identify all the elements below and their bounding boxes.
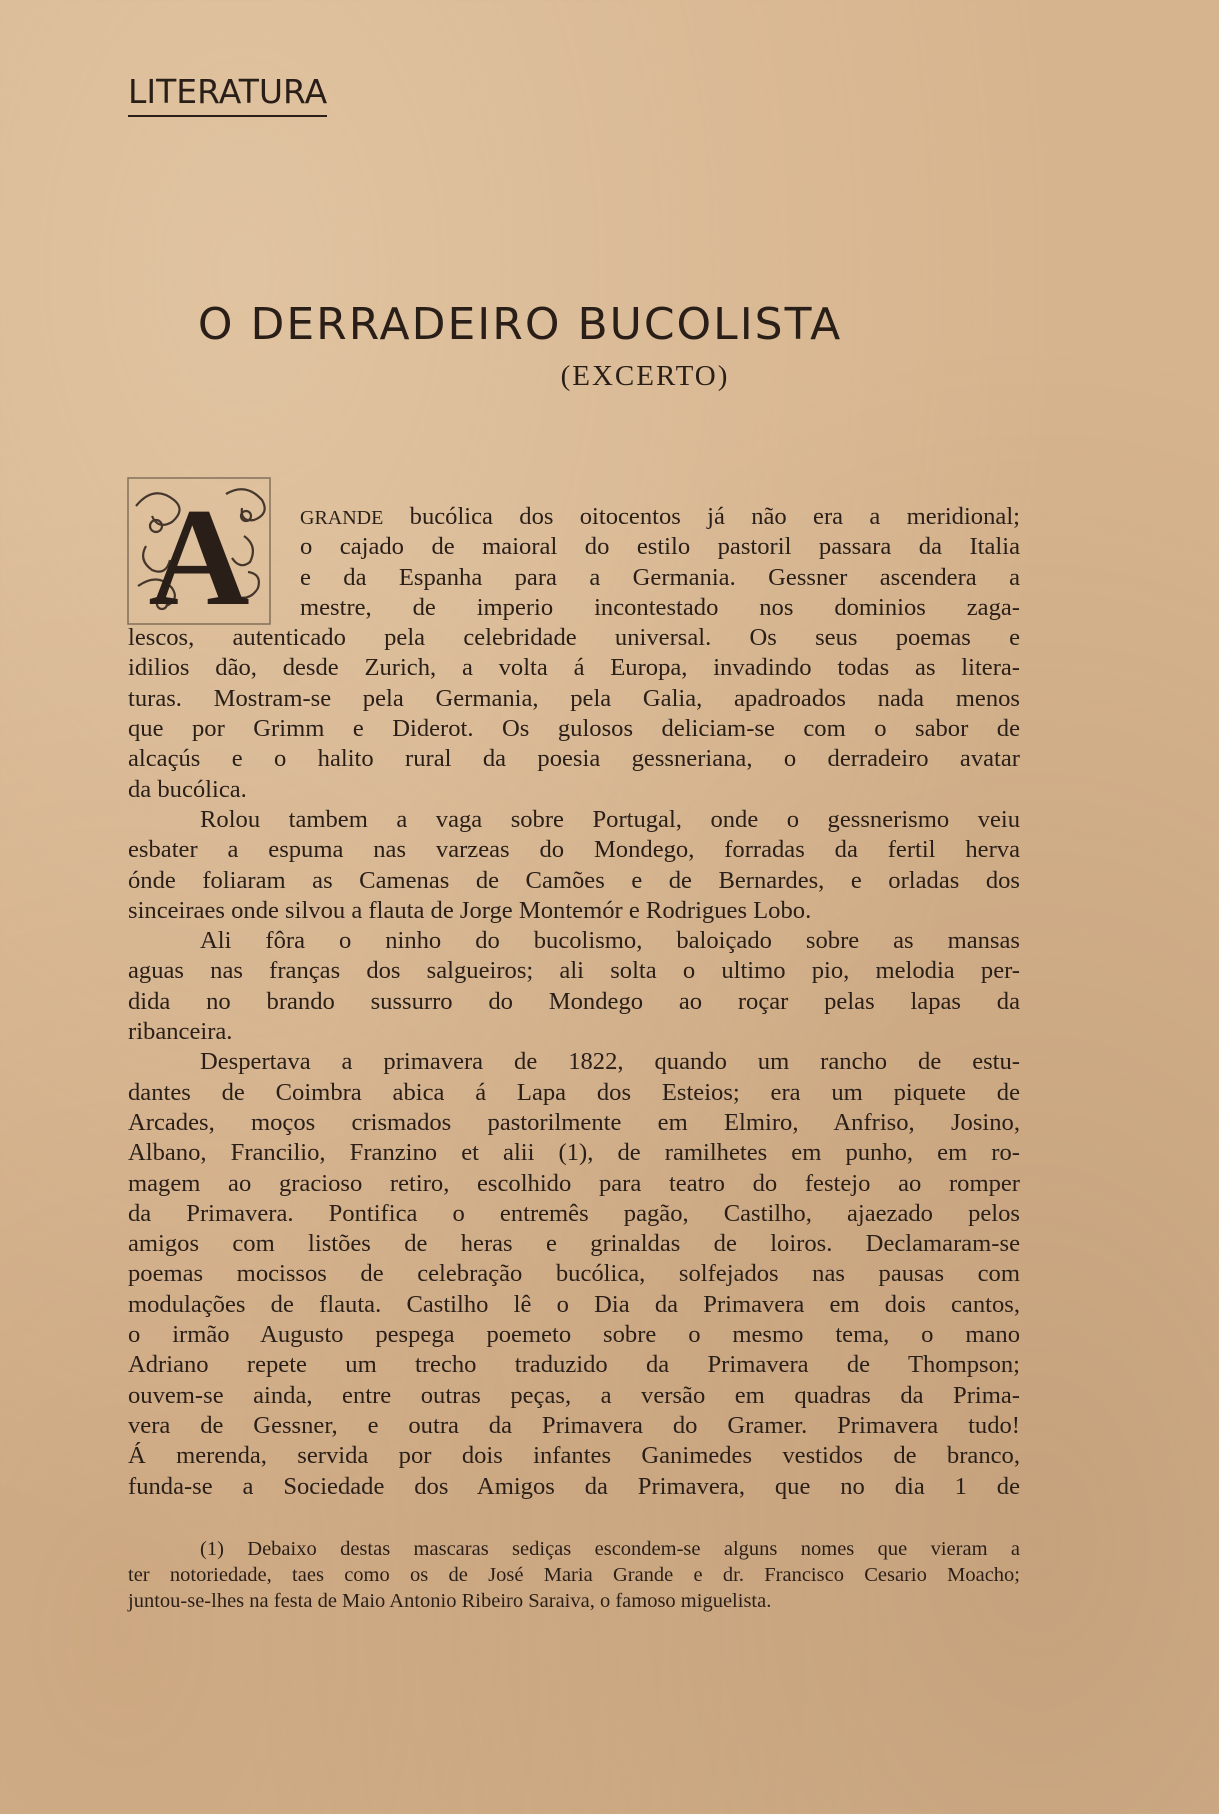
text-line: modulações de flauta. Castilho lê o Dia da Primavera em dois cantos, [128, 1290, 1020, 1318]
text-line: (1) Debaixo destas mascaras sediças escondem-se alguns nomes que vieram a [200, 1538, 1020, 1560]
text-line: lescos, autenticado pela celebridade universal. Os seus poemas e [128, 624, 1020, 652]
text-line: alcaçús e o halito rural da poesia gessneriana, o derradeiro avatar [128, 745, 1020, 773]
text-line: Arcades, moços crismados pastorilmente em Elmiro, Anfriso, Josino, [128, 1108, 1020, 1136]
text-line: GRANDE bucólica dos oitocentos já não era a meridional; [300, 503, 1020, 530]
text-line: da bucólica. [128, 775, 247, 803]
text-line: dida no brando sussurro do Mondego ao roçar pelas lapas da [128, 987, 1020, 1015]
footnote [128, 1536, 1020, 1614]
text-line: e da Espanha para a Germania. Gessner ascendera a [300, 563, 1020, 591]
text-line: Ali fôra o ninho do bucolismo, baloiçado sobre as mansas [200, 927, 1020, 955]
text-line: idilios dão, desde Zurich, a volta á Europa, invadindo todas as litera- [128, 654, 1020, 682]
text-line: o irmão Augusto pespega poemeto sobre o mesmo tema, o mano [128, 1321, 1020, 1349]
text-line: ter notoriedade, taes como os de José Maria Grande e dr. Francisco Cesario Moacho; [128, 1564, 1020, 1586]
text-line: esbater a espuma nas varzeas do Mondego, forradas da fertil herva [128, 836, 1020, 864]
text-line: mestre, de imperio incontestado nos dominios zaga- [300, 593, 1020, 621]
text-line: ribanceira. [128, 1018, 233, 1046]
article-subtitle: (EXCERTO) [560, 360, 730, 392]
text-line: vera de Gessner, e outra da Primavera do Gramer. Primavera tudo! [128, 1411, 1020, 1439]
text-line: turas. Mostram-se pela Germania, pela Galia, apadroados nada menos [128, 684, 1020, 712]
text-line: ónde foliaram as Camenas de Camões e de Bernardes, e orladas dos [128, 866, 1020, 894]
small-caps-word: GRANDE [300, 507, 384, 529]
drop-cap-letter: A [148, 480, 250, 626]
text-line: juntou-se-lhes na festa de Maio Antonio Ribeiro Saraiva, o famoso miguelista. [128, 1590, 772, 1612]
text-line: Despertava a primavera de 1822, quando um rancho de estu- [200, 1048, 1020, 1076]
text-line: Adriano repete um trecho traduzido da Primavera de Thompson; [128, 1351, 1020, 1379]
text-line: ouvem-se ainda, entre outras peças, a versão em quadras da Prima- [128, 1381, 1020, 1409]
text-line: aguas nas franças dos salgueiros; ali solta o ultimo pio, melodia per- [128, 957, 1020, 985]
article-title: O DERRADEIRO BUCOLISTA [197, 299, 843, 351]
text-line: que por Grimm e Diderot. Os gulosos deliciam-se com o sabor de [128, 715, 1020, 743]
section-heading: LITERATURA [128, 72, 327, 117]
article-body [128, 502, 1020, 1502]
text-line: poemas mocissos de celebração bucólica, solfejados nas pausas com [128, 1260, 1020, 1288]
text-line: dantes de Coimbra abica á Lapa dos Esteios; era um piquete de [128, 1078, 1020, 1106]
text-line: Albano, Francilio, Franzino et alii (1), de ramilhetes em punho, em ro- [128, 1139, 1020, 1167]
text-line: da Primavera. Pontifica o entremês pagão, Castilho, ajaezado pelos [128, 1199, 1020, 1227]
text-line: funda-se a Sociedade dos Amigos da Primavera, que no dia 1 de [128, 1472, 1020, 1500]
text-line: Á merenda, servida por dois infantes Ganimedes vestidos de branco, [128, 1442, 1020, 1470]
text-line: sinceiraes onde silvou a flauta de Jorge Montemór e Rodrigues Lobo. [128, 896, 812, 924]
text-line: magem ao gracioso retiro, escolhido para teatro do festejo ao romper [128, 1169, 1020, 1197]
text-line: o cajado de maioral do estilo pastoril passara da Italia [300, 533, 1020, 561]
text-line: Rolou tambem a vaga sobre Portugal, onde o gessnerismo veiu [200, 805, 1020, 833]
text-line: amigos com listões de heras e grinaldas de loiros. Declamaram-se [128, 1230, 1020, 1258]
